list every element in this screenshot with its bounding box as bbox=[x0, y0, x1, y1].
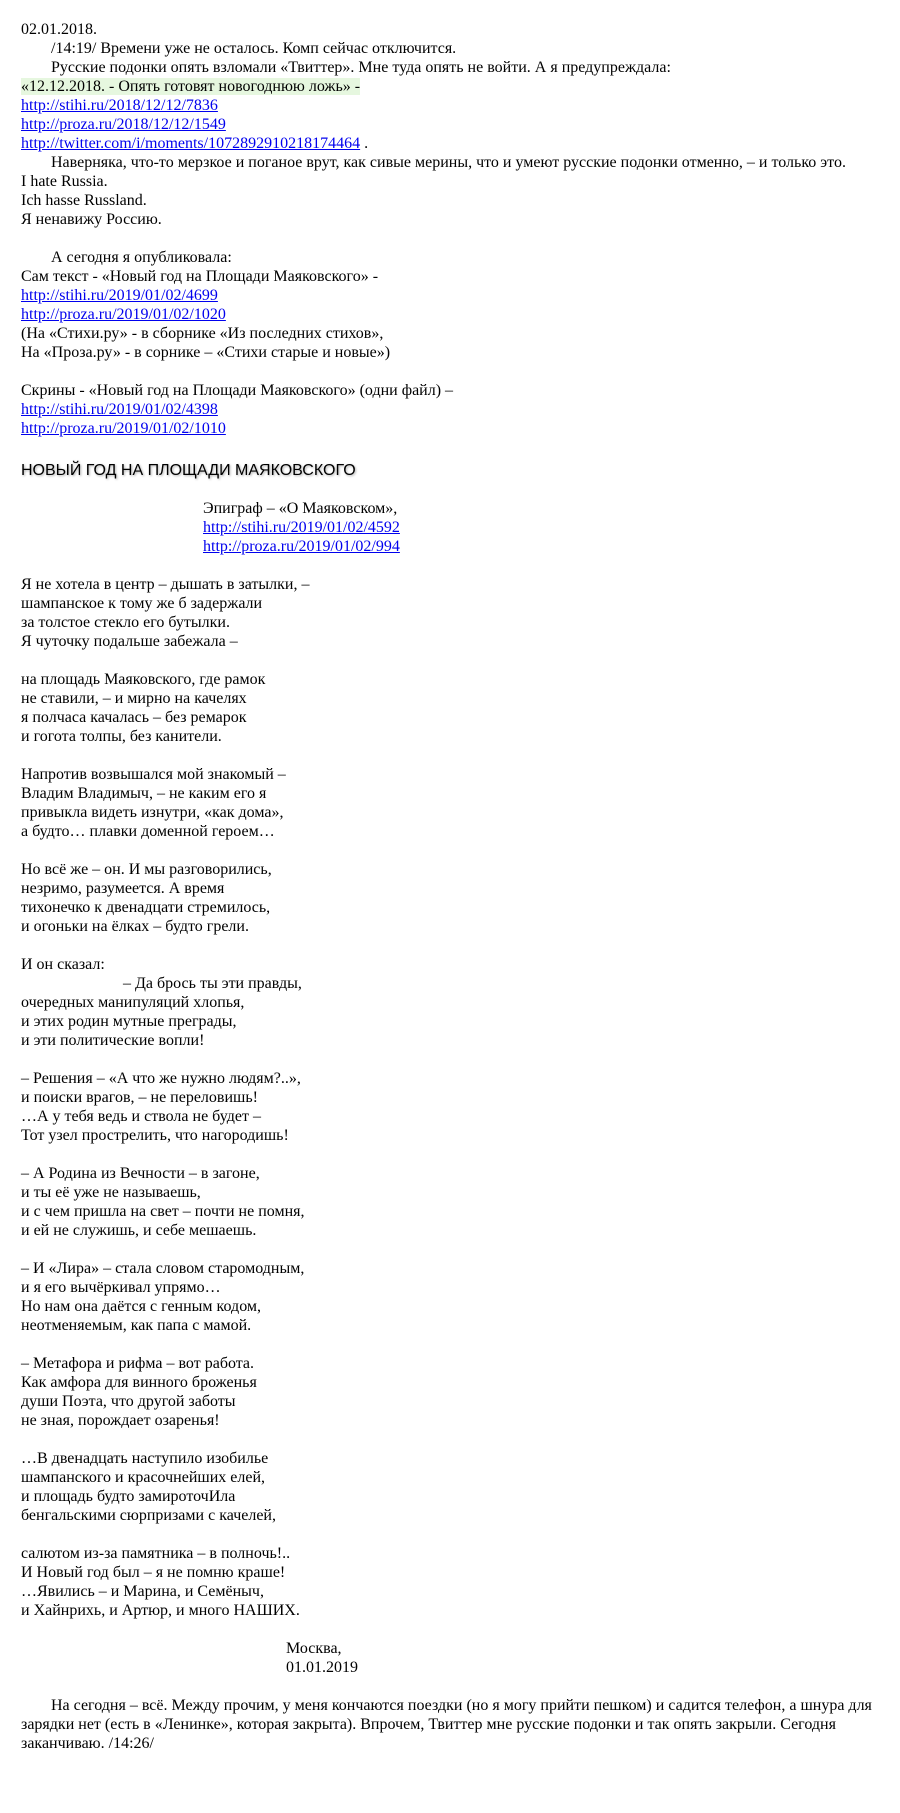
hate-russian: Я ненавижу Россию. bbox=[21, 211, 162, 228]
poem-line: и ты её уже не называешь, bbox=[21, 1184, 201, 1201]
stanza-4 bbox=[21, 860, 897, 936]
hack-note: Русские подонки опять взломали «Твиттер». Мне туда опять не войти. А я предупреждала: bbox=[51, 59, 671, 76]
poem-line: Но нам она даётся с генным кодом, bbox=[21, 1298, 262, 1315]
stanza-5 bbox=[21, 955, 897, 1050]
poem-title: НОВЫЙ ГОД НА ПЛОЩАДИ МАЯКОВСКОГО bbox=[21, 462, 356, 479]
hate-english: I hate Russia. bbox=[21, 173, 108, 190]
poem-line: И он сказал: bbox=[21, 956, 105, 973]
poem-line: и с чем пришла на свет – почти не помня, bbox=[21, 1203, 305, 1220]
poem-line: салютом из-за памятника – в полночь!.. bbox=[21, 1545, 291, 1562]
poem-line: и этих родин мутные преграды, bbox=[21, 1013, 237, 1030]
link-proza-text[interactable]: http://proza.ru/2019/01/02/1020 bbox=[21, 306, 226, 323]
poem-line: неотменяемым, как папа с мамой. bbox=[21, 1317, 252, 1334]
closing-paragraph: На сегодня – всё. Между прочим, у меня кончаются поездки (но я могу прийти пешком) и садится телефон, а шнура для зарядки нет (есть в «Ленинке», которая закрыта). Впрочем, Твиттер мне русские подонки и так опять закрыли. Сегодня заканчиваю. /14:26/ bbox=[21, 1697, 872, 1752]
stanza-8 bbox=[21, 1259, 897, 1335]
stanza-1 bbox=[21, 575, 897, 651]
poem-line: и ей не служишь, и себе мешаешь. bbox=[21, 1222, 257, 1239]
stanza-9 bbox=[21, 1354, 897, 1430]
poem-line: Владим Владимыч, – не каким его я bbox=[21, 785, 267, 802]
poem-line: Как амфора для винного броженья bbox=[21, 1374, 257, 1391]
link-proza-screens[interactable]: http://proza.ru/2019/01/02/1010 bbox=[21, 420, 226, 437]
poem-line: И Новый год был – я не помню краше! bbox=[21, 1564, 286, 1581]
poem-line: очередных манипуляций хлопья, bbox=[21, 994, 245, 1011]
poem-line: …А у тебя ведь и ствола не будет – bbox=[21, 1108, 261, 1125]
epigraph: Эпиграф – «О Маяковском», bbox=[203, 500, 398, 517]
link-twitter-moment[interactable]: http://twitter.com/i/moments/1072892910218174464 bbox=[21, 135, 361, 152]
stanza-11 bbox=[21, 1544, 897, 1620]
poem-line: шампанского и красочнейших елей, bbox=[21, 1469, 266, 1486]
link-proza-epigraph[interactable]: http://proza.ru/2019/01/02/994 bbox=[203, 538, 400, 555]
publication-text-label: Сам текст - «Новый год на Площади Маяковского» - bbox=[21, 268, 379, 285]
poem-line: – Решения – «А что же нужно людям?..», bbox=[21, 1070, 301, 1087]
poem-line: и огоньки на ёлках – будто грели. bbox=[21, 918, 249, 935]
poem-line: не зная, порождает озаренья! bbox=[21, 1412, 220, 1429]
poem-line: не ставили, – и мирно на качелях bbox=[21, 690, 247, 707]
poem-line: – Метафора и рифма – вот работа. bbox=[21, 1355, 255, 1372]
poem-line: привыкла видеть изнутри, «как дома», bbox=[21, 804, 284, 821]
poem-line: на площадь Маяковского, где рамок bbox=[21, 671, 266, 688]
link-stihi-text[interactable]: http://stihi.ru/2019/01/02/4699 bbox=[21, 287, 218, 304]
poem-line: и Хайнрихь, и Артюр, и много НАШИХ. bbox=[21, 1602, 300, 1619]
time-note: /14:19/ Времени уже не осталось. Комп сейчас отключится. bbox=[51, 40, 457, 57]
poem-line: бенгальскими сюрпризами с качелей, bbox=[21, 1507, 276, 1524]
poem-line: я полчаса качалась – без ремарок bbox=[21, 709, 247, 726]
poem-line: Тот узел прострелить, что нагородишь! bbox=[21, 1127, 289, 1144]
stanza-3 bbox=[21, 765, 897, 841]
poem-line: Я не хотела в центр – дышать в затылки, – bbox=[21, 576, 310, 593]
signature-city: Москва, bbox=[286, 1640, 342, 1657]
poem-line: и площадь будто замироточИла bbox=[21, 1488, 236, 1505]
poem-line: и я его вычёркивал упрямо… bbox=[21, 1279, 221, 1296]
hate-german: Ich hasse Russland. bbox=[21, 192, 147, 209]
stanza-10 bbox=[21, 1449, 897, 1525]
opinion-paragraph: Наверняка, что-то мерзкое и поганое врут, как сивые мерины, что и умеют русские подонки отменно, – и только это. bbox=[51, 154, 846, 171]
poem-line: души Поэта, что другой заботы bbox=[21, 1393, 236, 1410]
link-tail: . bbox=[364, 135, 369, 152]
link-stihi-screens[interactable]: http://stihi.ru/2019/01/02/4398 bbox=[21, 401, 218, 418]
poem-line: а будто… плавки доменной героем… bbox=[21, 823, 275, 840]
warning-title bbox=[21, 77, 897, 96]
poem-line: тихонечко к двенадцати стремилось, bbox=[21, 899, 271, 916]
poem-line: – А Родина из Вечности – в загоне, bbox=[21, 1165, 260, 1182]
poem-line: и гогота толпы, без канители. bbox=[21, 728, 222, 745]
signature-date: 01.01.2019 bbox=[286, 1659, 358, 1676]
screens-label: Скрины - «Новый год на Площади Маяковского» (одни файл) – bbox=[21, 382, 454, 399]
poem-line: за толстое стекло его бутылки. bbox=[21, 614, 230, 631]
stanza-6 bbox=[21, 1069, 897, 1145]
entry-date: 02.01.2018. bbox=[21, 21, 97, 38]
poem-line: шампанское к тому же б задержали bbox=[21, 595, 263, 612]
stanza-2 bbox=[21, 670, 897, 746]
poem-line: – И «Лира» – стала словом старомодным, bbox=[21, 1260, 305, 1277]
poem-line: …Явились – и Марина, и Семёныч, bbox=[21, 1583, 264, 1600]
poem-line: Но всё же – он. И мы разговорились, bbox=[21, 861, 272, 878]
poem-line: и эти политические вопли! bbox=[21, 1032, 205, 1049]
publication-note-stihi: (На «Стихи.ру» - в сборнике «Из последних стихов», bbox=[21, 325, 384, 342]
publication-heading: А сегодня я опубликовала: bbox=[51, 249, 232, 266]
publication-note-proza: На «Проза.ру» - в сорнике – «Стихи старые и новые») bbox=[21, 344, 391, 361]
link-stihi-warning[interactable]: http://stihi.ru/2018/12/12/7836 bbox=[21, 97, 218, 114]
highlighted-title: «12.12.2018. - Опять готовят новогоднюю ложь» - bbox=[21, 78, 361, 95]
link-stihi-epigraph[interactable]: http://stihi.ru/2019/01/02/4592 bbox=[203, 519, 400, 536]
poem-line: Напротив возвышался мой знакомый – bbox=[21, 766, 286, 783]
link-proza-warning[interactable]: http://proza.ru/2018/12/12/1549 bbox=[21, 116, 226, 133]
poem-line: незримо, разумеется. А время bbox=[21, 880, 225, 897]
poem-line: Я чуточку подальше забежала – bbox=[21, 633, 238, 650]
poem-line: и поиски врагов, – не переловишь! bbox=[21, 1089, 258, 1106]
poem-line: …В двенадцать наступило изобилье bbox=[21, 1450, 269, 1467]
poem-line: – Да брось ты эти правды, bbox=[123, 975, 302, 992]
stanza-7 bbox=[21, 1164, 897, 1240]
